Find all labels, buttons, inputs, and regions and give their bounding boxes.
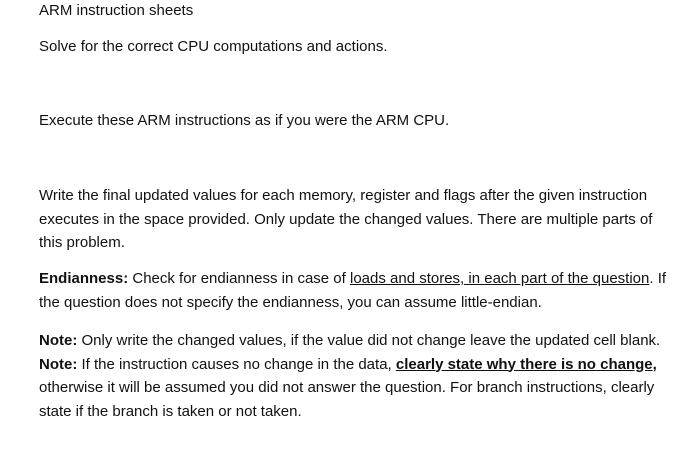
document-heading: ARM instruction sheets <box>39 2 194 19</box>
note2-label: Note: <box>39 355 78 373</box>
endianness-text-before: Check for endianness in case of <box>128 270 350 287</box>
note2-comma: , <box>652 355 657 373</box>
note2-text-after: otherwise it will be assumed you did not answer the question. For branch instructions, clearly state if the branch is taken or not taken. <box>39 379 655 420</box>
write-values-paragraph: Write the final updated values for each memory, register and flags after the given instruction executes in the space provided. Only update the changed values. There are multiple parts of this problem. <box>39 187 653 251</box>
note2-text-before: If the instruction causes no change in the data, <box>77 355 396 373</box>
execute-instruction-line: Execute these ARM instructions as if you were the ARM CPU. <box>39 112 450 129</box>
note1-text: Only write the changed values, if the value did not change leave the updated cell blank. <box>77 332 661 349</box>
notes-paragraph <box>39 329 679 423</box>
note1-label: Note: <box>39 332 78 349</box>
endianness-text-after: . If the question does not specify the endianness, you can assume little-endian. <box>39 270 667 311</box>
instructions-subheading: Solve for the correct CPU computations and actions. <box>39 38 388 55</box>
endianness-paragraph <box>39 267 679 314</box>
endianness-underlined-phrase: loads and stores, in each part of the question <box>349 270 650 287</box>
note2-emphasis: clearly state why there is no change <box>395 355 653 373</box>
endianness-label: Endianness: <box>39 270 129 287</box>
